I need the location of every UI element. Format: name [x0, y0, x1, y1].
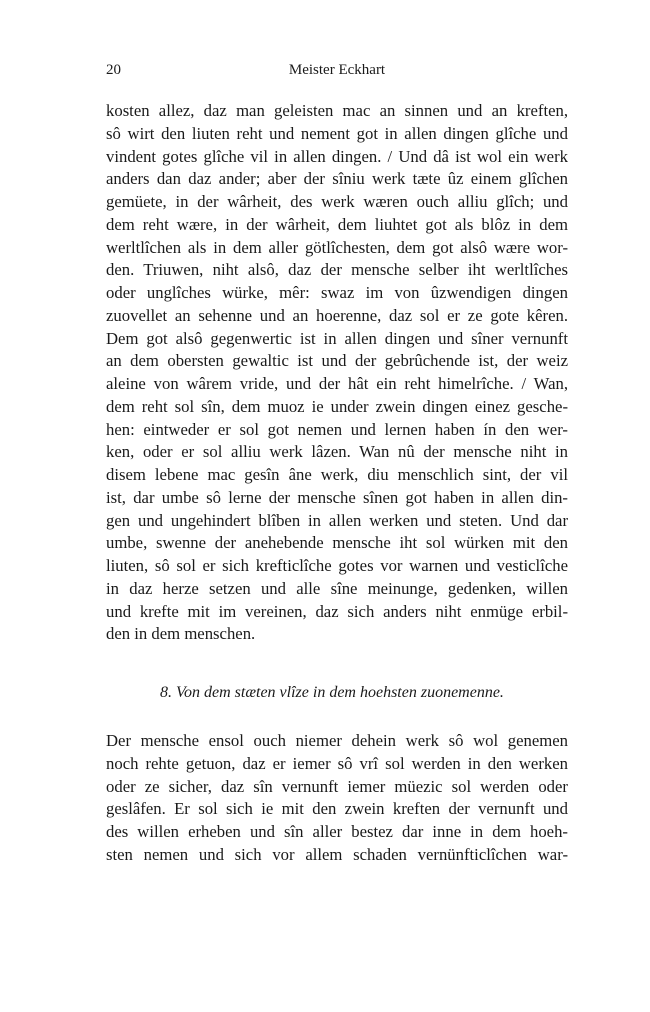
- text-line: dem reht sol sîn, dem muoz ie under zwein dingen einez gesche-: [106, 396, 568, 416]
- text-line: vindent gotes glîche vil in allen dingen. / Und dâ ist wol ein werk: [106, 146, 568, 166]
- text-line: oder ze sicher, daz sîn vernunft iemer müezic sol werden oder: [106, 776, 568, 796]
- text-line: oder unglîches würke, mêr: swaz im von ûzwendigen dingen: [106, 283, 568, 302]
- text-line: und krefte mit im vereinen, daz sich anders niht enmüge erbil-: [106, 601, 568, 621]
- text-line: kosten allez, daz man geleisten mac an sinnen und an kreften,: [106, 101, 568, 120]
- text-line: zuovellet an sehenne und an hoerenne, daz sol er ze gote kêren.: [106, 305, 568, 325]
- text-line: sten nemen und sich vor allem schaden vernünfticlîchen war-: [106, 844, 568, 864]
- text-line: ist, dar umbe sô lerne der mensche sînen got haben in allen din-: [106, 487, 568, 507]
- text-line: liuten, sô sol er sich krefticlîche gotes vor warnen und vesticlîche: [106, 556, 568, 575]
- text-line: den in dem menschen.: [106, 624, 256, 644]
- text-line: hen: eintweder er sol got nemen und lernen haben ín den wer-: [106, 419, 568, 439]
- text-line: geslâfen. Er sol sich ie mit den zwein kreften der vernunft und: [106, 799, 568, 819]
- text-line: in daz herze setzen und alle sîne meinunge, gedenken, willen: [106, 578, 568, 598]
- text-line: des willen erheben und sîn aller bestez dar inne in dem hoeh-: [106, 822, 568, 841]
- text-line: noch rehte getuon, daz er iemer sô vrî sol werden in den werken: [106, 753, 568, 773]
- text-line: anders dan daz ander; aber der sîniu werk tæte ûz einem glîchen: [106, 169, 568, 189]
- text-line: Der mensche ensol ouch niemer dehein werk sô wol genemen: [106, 731, 568, 750]
- text-line: an dem obersten gewaltic ist und der gebrûchende ist, der weiz: [106, 351, 568, 371]
- text-line: umbe, swenne der anehebende mensche iht sol würken mit den: [106, 533, 568, 553]
- paragraph-2: [106, 730, 568, 867]
- text-line: gemüete, in der wârheit, des werk wæren ouch alliu glîch; und: [106, 192, 568, 211]
- text-line: gen und ungehindert blîben in allen werken und steten. Und dar: [106, 510, 568, 530]
- page-number: 20: [106, 62, 121, 78]
- text-line: dem reht wære, in der wârheit, dem liuhtet got als blôz in dem: [106, 214, 568, 234]
- text-line: werltlîchen als in dem aller götlîchesten, dem got alsô wære wor-: [106, 237, 568, 257]
- paragraph-1: [106, 100, 568, 646]
- running-title: Meister Eckhart: [288, 62, 386, 78]
- text-line: den. Triuwen, niht alsô, daz der mensche selber iht werltlîches: [106, 260, 568, 280]
- text-line: ken, oder er sol alliu werk lâzen. Wan nû der mensche niht in: [106, 442, 568, 462]
- text-line: aleine von wârem vride, und der hât ein reht himelrîche. / Wan,: [106, 374, 568, 393]
- text-line: disem lebene mac gesîn âne werk, diu menschlich sint, der vil: [106, 465, 568, 484]
- section-heading: 8. Von dem stæten vlîze in dem hoehsten zuonemenne.: [160, 684, 504, 701]
- text-line: sô wirt den liuten reht und nement got in allen dingen glîche und: [106, 123, 568, 143]
- text-line: Dem got alsô gegenwertic ist in allen dingen und sîner vernunft: [106, 328, 568, 348]
- page-header: [106, 62, 568, 84]
